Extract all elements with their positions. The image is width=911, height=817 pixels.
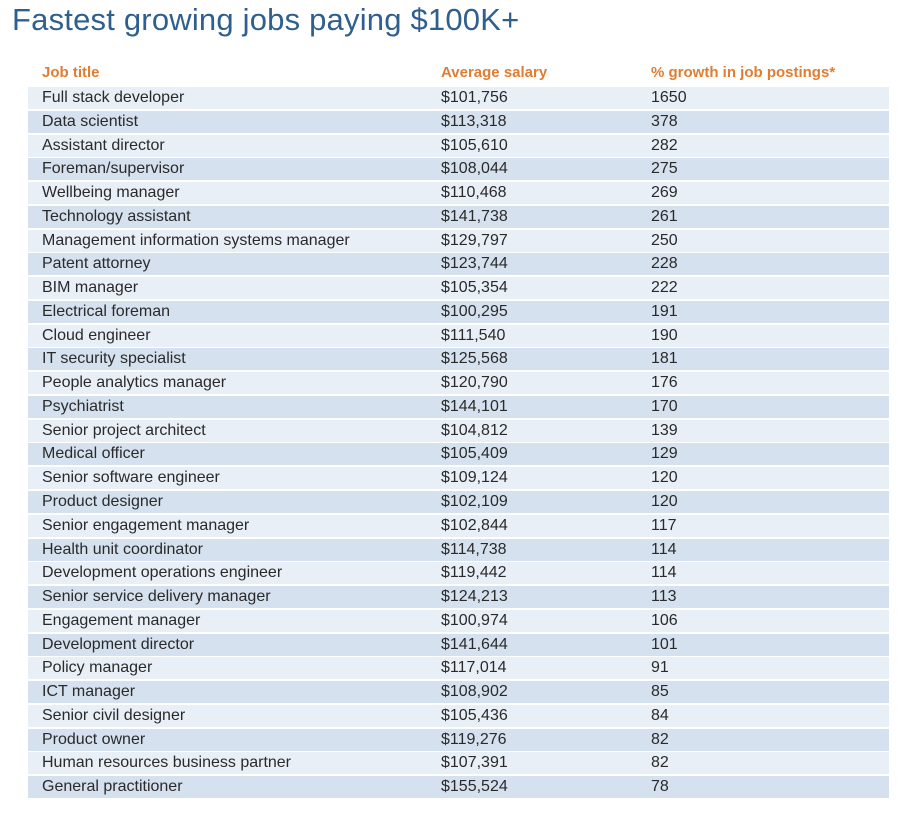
table-row bbox=[28, 491, 889, 513]
job-title-cell: Development director bbox=[42, 635, 195, 653]
job-title-cell: General practitioner bbox=[42, 778, 183, 796]
average-salary-cell: $105,409 bbox=[441, 445, 508, 463]
average-salary-cell: $105,610 bbox=[441, 136, 508, 154]
growth-cell: 282 bbox=[651, 136, 678, 154]
header-growth: % growth in job postings* bbox=[651, 64, 836, 81]
table-row bbox=[28, 776, 889, 798]
table-row bbox=[28, 158, 889, 180]
growth-cell: 1650 bbox=[651, 89, 687, 106]
table-row bbox=[28, 348, 889, 370]
growth-cell: 378 bbox=[651, 112, 678, 130]
average-salary-cell: $113,318 bbox=[441, 112, 507, 130]
table-row bbox=[28, 420, 889, 442]
table-row bbox=[28, 681, 889, 703]
growth-cell: 117 bbox=[651, 516, 677, 534]
table-row bbox=[28, 135, 889, 157]
table-row bbox=[28, 182, 889, 204]
table-row bbox=[28, 610, 889, 632]
growth-cell: 269 bbox=[651, 184, 678, 202]
job-title-cell: Cloud engineer bbox=[42, 326, 151, 344]
job-title-cell: Senior service delivery manager bbox=[42, 588, 271, 606]
job-title-cell: Electrical foreman bbox=[42, 302, 171, 320]
average-salary-cell: $104,812 bbox=[441, 421, 508, 439]
table-row bbox=[28, 634, 889, 656]
growth-cell: 250 bbox=[651, 231, 678, 249]
job-title-cell: Management information systems manager bbox=[42, 231, 350, 249]
average-salary-cell: $141,644 bbox=[441, 635, 508, 653]
job-title-cell: Human resources business partner bbox=[42, 754, 292, 772]
average-salary-cell: $129,797 bbox=[441, 231, 508, 249]
table-row bbox=[28, 705, 889, 727]
table-row bbox=[28, 752, 889, 774]
growth-cell: 139 bbox=[651, 421, 678, 439]
table-row bbox=[28, 111, 889, 133]
average-salary-cell: $120,790 bbox=[441, 374, 508, 392]
growth-cell: 228 bbox=[651, 255, 678, 273]
table-row bbox=[28, 562, 889, 584]
growth-cell: 114 bbox=[651, 564, 677, 582]
average-salary-cell: $114,738 bbox=[441, 540, 507, 558]
growth-cell: 78 bbox=[651, 778, 669, 796]
average-salary-cell: $125,568 bbox=[441, 350, 508, 368]
average-salary-cell: $105,436 bbox=[441, 706, 508, 724]
average-salary-cell: $100,295 bbox=[441, 302, 508, 320]
header-job-title: Job title bbox=[42, 64, 100, 81]
average-salary-cell: $124,213 bbox=[441, 588, 508, 606]
job-title-cell: Senior project architect bbox=[42, 421, 206, 439]
job-title-cell: BIM manager bbox=[42, 279, 139, 297]
growth-cell: 275 bbox=[651, 160, 678, 178]
average-salary-cell: $107,391 bbox=[441, 754, 508, 772]
growth-cell: 181 bbox=[651, 350, 678, 368]
growth-cell: 191 bbox=[651, 302, 678, 320]
table-row bbox=[28, 657, 889, 679]
average-salary-cell: $119,276 bbox=[441, 730, 507, 748]
job-title-cell: IT security specialist bbox=[42, 350, 186, 368]
average-salary-cell: $102,109 bbox=[441, 493, 508, 511]
table-row bbox=[28, 372, 889, 394]
job-title-cell: Development operations engineer bbox=[42, 564, 283, 582]
table-row bbox=[28, 515, 889, 537]
job-title-cell: Medical officer bbox=[42, 445, 145, 463]
average-salary-cell: $144,101 bbox=[441, 397, 508, 415]
table-row bbox=[28, 443, 889, 465]
job-title-cell: Technology assistant bbox=[42, 207, 191, 225]
header-average-salary: Average salary bbox=[441, 64, 548, 81]
average-salary-cell: $123,744 bbox=[441, 255, 508, 273]
table-row bbox=[28, 729, 889, 751]
job-title-cell: Wellbeing manager bbox=[42, 184, 180, 202]
growth-cell: 84 bbox=[651, 706, 669, 724]
job-title-cell: Psychiatrist bbox=[42, 397, 124, 415]
average-salary-cell: $119,442 bbox=[441, 564, 507, 582]
growth-cell: 82 bbox=[651, 754, 669, 772]
page-title: Fastest growing jobs paying $100K+ bbox=[12, 2, 520, 37]
average-salary-cell: $109,124 bbox=[441, 469, 508, 487]
growth-cell: 222 bbox=[651, 279, 678, 297]
average-salary-cell: $141,738 bbox=[441, 207, 508, 225]
jobs-table bbox=[28, 60, 889, 800]
job-title-cell: ICT manager bbox=[42, 683, 136, 701]
growth-cell: 170 bbox=[651, 397, 678, 415]
growth-cell: 101 bbox=[651, 635, 678, 653]
table-header bbox=[28, 60, 889, 85]
growth-cell: 120 bbox=[651, 469, 678, 487]
table-row bbox=[28, 253, 889, 275]
growth-cell: 120 bbox=[651, 493, 678, 511]
job-title-cell: Senior engagement manager bbox=[42, 516, 250, 534]
growth-cell: 176 bbox=[651, 374, 678, 392]
average-salary-cell: $101,756 bbox=[441, 89, 508, 106]
job-title-cell: Senior software engineer bbox=[42, 469, 220, 487]
average-salary-cell: $108,044 bbox=[441, 160, 508, 178]
job-title-cell: Data scientist bbox=[42, 112, 139, 130]
growth-cell: 85 bbox=[651, 683, 669, 701]
table-row bbox=[28, 325, 889, 347]
table-row bbox=[28, 277, 889, 299]
growth-cell: 114 bbox=[651, 540, 677, 558]
average-salary-cell: $100,974 bbox=[441, 611, 508, 629]
job-title-cell: Assistant director bbox=[42, 136, 165, 154]
job-title-cell: Policy manager bbox=[42, 659, 153, 677]
job-title-cell: Health unit coordinator bbox=[42, 540, 203, 558]
growth-cell: 91 bbox=[651, 659, 669, 677]
average-salary-cell: $110,468 bbox=[441, 184, 507, 202]
table-row bbox=[28, 301, 889, 323]
average-salary-cell: $108,902 bbox=[441, 683, 508, 701]
job-title-cell: Full stack developer bbox=[42, 89, 185, 106]
job-title-cell: Engagement manager bbox=[42, 611, 201, 629]
average-salary-cell: $102,844 bbox=[441, 516, 508, 534]
job-title-cell: Senior civil designer bbox=[42, 706, 186, 724]
table-row bbox=[28, 467, 889, 489]
table-row bbox=[28, 396, 889, 418]
average-salary-cell: $111,540 bbox=[441, 326, 506, 344]
average-salary-cell: $117,014 bbox=[441, 659, 507, 677]
job-title-cell: People analytics manager bbox=[42, 374, 227, 392]
average-salary-cell: $105,354 bbox=[441, 279, 508, 297]
growth-cell: 82 bbox=[651, 730, 669, 748]
average-salary-cell: $155,524 bbox=[441, 778, 508, 796]
table-body bbox=[28, 87, 889, 798]
table-row bbox=[28, 586, 889, 608]
table-row bbox=[28, 206, 889, 228]
table-row bbox=[28, 539, 889, 561]
job-title-cell: Foreman/supervisor bbox=[42, 160, 185, 178]
growth-cell: 113 bbox=[651, 588, 677, 606]
job-title-cell: Product owner bbox=[42, 730, 146, 748]
job-title-cell: Patent attorney bbox=[42, 255, 151, 273]
table-row bbox=[28, 230, 889, 252]
growth-cell: 106 bbox=[651, 611, 678, 629]
job-title-cell: Product designer bbox=[42, 493, 163, 511]
growth-cell: 190 bbox=[651, 326, 678, 344]
growth-cell: 261 bbox=[651, 207, 678, 225]
table-row bbox=[28, 87, 889, 109]
growth-cell: 129 bbox=[651, 445, 678, 463]
